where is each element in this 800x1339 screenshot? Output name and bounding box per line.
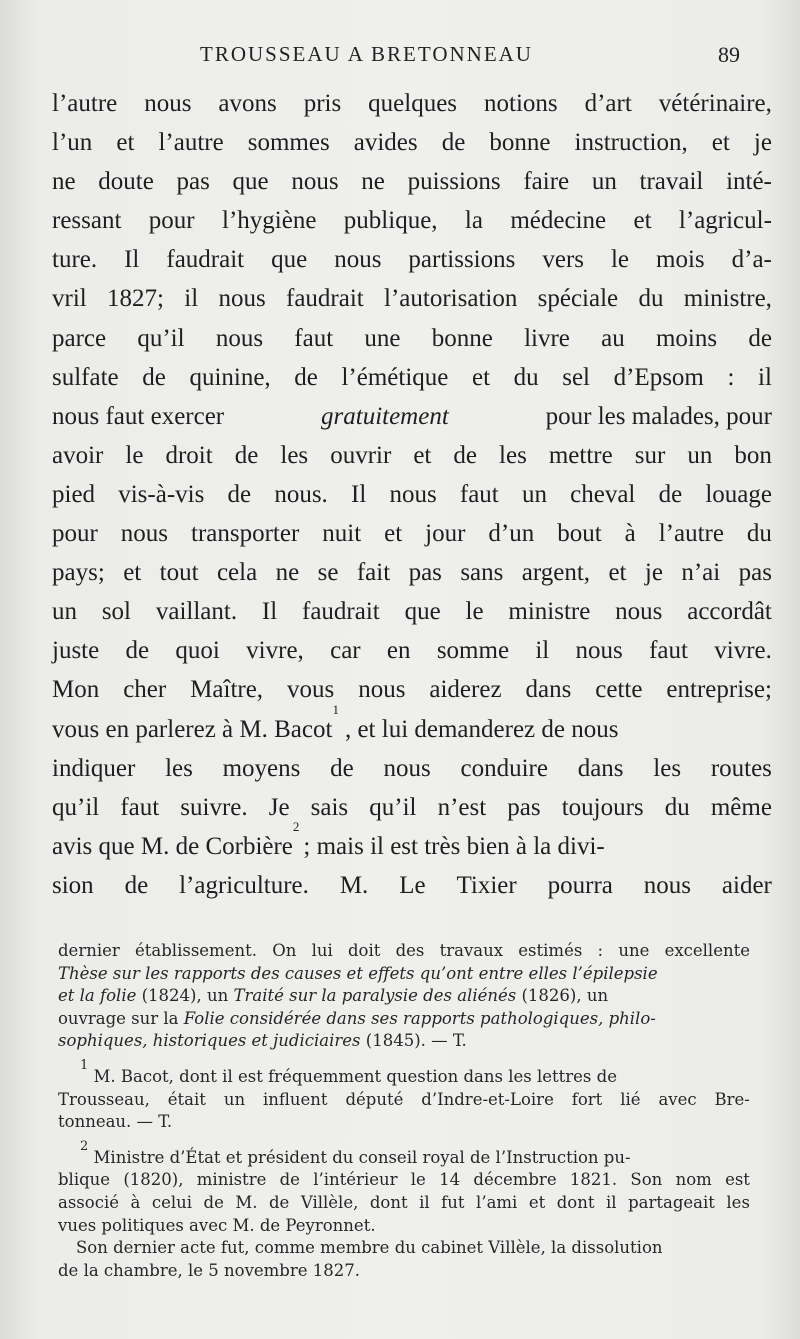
word: nous — [615, 598, 663, 626]
word: que — [271, 246, 308, 274]
word: les — [653, 754, 682, 782]
footnote-line — [58, 1138, 750, 1170]
word: de — [279, 1170, 300, 1190]
word: de — [234, 441, 259, 469]
italic-text: Folie considérée dans ses rapports pathologiques, philo- — [183, 1008, 656, 1028]
word: vivre, — [246, 637, 304, 665]
word: d’a- — [731, 246, 772, 274]
word: en — [386, 637, 411, 665]
word: sur — [634, 441, 666, 469]
word: vivre. — [714, 637, 772, 665]
word: pris — [303, 90, 342, 117]
word: de — [124, 871, 149, 899]
word: suivre. — [180, 793, 248, 821]
word: nuit — [322, 520, 362, 548]
word: et — [608, 559, 627, 587]
italic-text: et la folie — [58, 986, 137, 1006]
word: que — [232, 168, 269, 196]
word: excellente — [664, 941, 750, 960]
footnote-line: de la chambre, le 5 novembre 1827. — [58, 1260, 361, 1280]
word: sel — [562, 363, 590, 391]
text-line — [52, 436, 772, 475]
text-line — [52, 788, 772, 827]
word: de — [748, 324, 772, 352]
footnote-line — [58, 1057, 750, 1089]
word: l’intérieur — [313, 1170, 398, 1190]
word: estimés — [518, 941, 583, 960]
word: Son — [630, 1170, 663, 1190]
word: Mon — [52, 676, 100, 704]
word: pas — [507, 793, 541, 821]
text-segment: Ministre d’État et président du conseil royal de l’Instruction pu- — [88, 1147, 631, 1167]
word: avoir — [52, 441, 104, 469]
word: inté- — [726, 168, 772, 196]
word: aider — [721, 871, 772, 899]
word: qu’il — [137, 324, 185, 352]
footnote-line: Son dernier acte fut, comme membre du cabinet Villèle, la dissolution — [76, 1238, 663, 1258]
word: et — [528, 1192, 546, 1212]
word: d’Epsom — [613, 363, 704, 391]
word: Je — [268, 793, 290, 821]
word: Trousseau, — [58, 1089, 150, 1109]
word: ture. — [52, 246, 98, 274]
word: un — [223, 1089, 246, 1109]
word: ministre, — [683, 285, 772, 313]
word: nous — [575, 637, 623, 665]
word: nous — [218, 285, 266, 313]
word: accordât — [687, 598, 772, 626]
word: du — [746, 520, 772, 548]
word: vous — [287, 676, 335, 704]
word: vétérinaire, — [658, 90, 772, 117]
text-line — [52, 818, 772, 866]
word: cela — [216, 559, 258, 587]
word: quoi — [175, 637, 220, 665]
word: l’ami — [476, 1192, 518, 1212]
word: routes — [710, 754, 772, 782]
word: et — [384, 520, 403, 548]
word: sais — [310, 793, 349, 821]
word: argent, — [521, 559, 591, 587]
word: ne — [275, 559, 300, 587]
footnote-line — [58, 1089, 750, 1112]
page-number: 89 — [718, 42, 740, 67]
text-segment: pour les malades, pour — [545, 402, 772, 430]
word: l’autre — [52, 90, 118, 117]
word: ministre — [196, 1170, 267, 1190]
word: n’est — [437, 793, 487, 821]
word: de — [453, 441, 478, 469]
word: notions — [484, 90, 558, 117]
word: du — [513, 363, 539, 391]
text-line — [52, 240, 772, 279]
word: doit — [347, 941, 381, 960]
word: d’art — [584, 90, 632, 117]
word: travaux — [439, 941, 504, 960]
word: un — [591, 168, 617, 196]
word: Il — [261, 598, 278, 626]
word: puissions — [407, 168, 501, 196]
body-text — [52, 84, 772, 905]
word: louage — [705, 480, 772, 508]
word: pourra — [547, 871, 613, 899]
word: dans — [577, 754, 624, 782]
footnote-line — [58, 1169, 750, 1192]
word: pas — [176, 168, 210, 196]
word: il — [606, 1192, 617, 1212]
word: le — [125, 441, 144, 469]
text-line — [52, 319, 772, 358]
word: car — [330, 637, 361, 665]
word: l’un — [52, 129, 93, 157]
word: vaillant. — [155, 598, 238, 626]
word: instruction, — [574, 129, 688, 157]
word: M. — [235, 1192, 258, 1212]
word: de — [269, 1192, 290, 1212]
word: cher — [123, 676, 167, 704]
word: de — [142, 363, 166, 391]
word: mois — [656, 246, 705, 274]
word: décembre — [473, 1170, 557, 1190]
word: et — [471, 363, 491, 391]
word: Le — [399, 871, 426, 899]
word: de — [125, 637, 150, 665]
text-segment: ouvrage sur la — [58, 1008, 184, 1028]
word: il — [758, 363, 772, 391]
running-title: TROUSSEAU A BRETONNEAU — [200, 42, 533, 66]
word: la — [464, 207, 483, 235]
word: nous — [643, 871, 692, 899]
word: indiquer — [52, 754, 136, 782]
word: entreprise; — [666, 676, 772, 704]
word: qu’il — [52, 793, 100, 821]
text-segment: (1845). — T. — [360, 1031, 467, 1051]
word: moyens — [222, 754, 301, 782]
word: et — [413, 441, 432, 469]
word: M. — [339, 871, 369, 899]
word: établissement. — [135, 941, 257, 960]
footnote-line — [58, 963, 750, 986]
word: n’ai — [681, 559, 721, 587]
word: l’agriculture. — [179, 871, 309, 899]
word: nous — [215, 324, 264, 352]
word: On — [272, 941, 297, 960]
text-line — [52, 201, 772, 240]
word: dernier — [58, 941, 120, 960]
word: partissions — [408, 246, 516, 274]
footnote-line — [58, 940, 750, 963]
word: pour — [52, 520, 98, 548]
word: parce — [52, 324, 107, 352]
word: somme — [436, 637, 510, 665]
text-segment: ; mais il est très bien à la divi- — [303, 832, 605, 860]
word: de — [294, 363, 318, 391]
word: avec — [658, 1089, 697, 1109]
word: de — [330, 754, 354, 782]
word: je — [753, 129, 772, 157]
word: fort — [571, 1089, 603, 1109]
word: des — [395, 941, 425, 960]
word: que — [404, 598, 441, 626]
word: était — [167, 1089, 206, 1109]
footnote-line — [58, 1008, 750, 1031]
footnote-marker: 1 — [80, 1057, 89, 1073]
word: une — [618, 941, 650, 960]
word: faudrait — [286, 285, 364, 313]
text-segment: , et lui demanderez de nous — [344, 715, 619, 743]
word: avides — [353, 129, 418, 157]
word: même — [710, 793, 772, 821]
word: transporter — [191, 520, 300, 548]
word: doute — [98, 168, 154, 196]
word: l’hygiène — [222, 207, 317, 235]
word: tout — [159, 559, 199, 587]
word: il — [184, 285, 199, 313]
word: bonne — [489, 129, 551, 157]
word: juste — [52, 637, 100, 665]
text-segment: M. Bacot, dont il est fréquemment question dans les lettres de — [88, 1066, 617, 1086]
word: vis-à-vis — [118, 480, 205, 508]
text-line — [52, 123, 772, 162]
word: qu’il — [369, 793, 417, 821]
text-segment: nous faut exercer — [52, 402, 225, 430]
word: de — [203, 1192, 224, 1212]
italic-text: Traité sur la paralysie des aliénés — [233, 986, 517, 1006]
word: ministre — [508, 598, 591, 626]
text-segment: vous en parlerez à M. Bacot — [52, 715, 333, 743]
word: : — [727, 363, 735, 391]
word: du — [638, 285, 664, 313]
word: faut — [294, 324, 334, 352]
text-line — [52, 631, 772, 670]
footnote-ref: 2 — [292, 818, 300, 834]
text-line — [52, 358, 772, 397]
word: sulfate — [52, 363, 119, 391]
word: sans — [460, 559, 504, 587]
word: bout — [557, 520, 602, 548]
word: nous — [334, 246, 382, 274]
word: de — [227, 480, 252, 508]
word: vril — [52, 285, 87, 313]
word: du — [664, 793, 690, 821]
text-segment: (1824), un — [136, 986, 234, 1006]
word: aiderez — [429, 676, 502, 704]
footnote-line — [58, 985, 750, 1008]
word: pays; — [52, 559, 105, 587]
text-line — [52, 592, 772, 631]
word: d’Indre-et-Loire — [421, 1089, 554, 1109]
word: médecine — [510, 207, 607, 235]
word: partageait — [628, 1192, 715, 1212]
word: quinine, — [189, 363, 271, 391]
word: nous. — [274, 480, 328, 508]
word: associé — [58, 1192, 119, 1212]
word: il — [419, 1192, 430, 1212]
word: nous — [120, 520, 169, 548]
word: une — [364, 324, 401, 352]
word: l’agricul- — [678, 207, 772, 235]
word: 1827; — [107, 285, 164, 313]
footnote-marker: 2 — [80, 1138, 89, 1154]
word: faudrait — [166, 246, 245, 274]
word: se — [317, 559, 339, 587]
word: celui — [151, 1192, 193, 1212]
footnote-line: vues politiques avec M. de Peyronnet. — [58, 1215, 376, 1235]
word: et — [116, 129, 135, 157]
text-segment: (1826), un — [516, 986, 609, 1006]
word: (1820), — [123, 1170, 184, 1190]
word: avons — [218, 90, 277, 117]
word: lui — [311, 941, 333, 960]
word: à — [130, 1192, 141, 1212]
word: sol — [101, 598, 132, 626]
word: Il — [124, 246, 140, 274]
word: nous — [358, 676, 406, 704]
word: le — [410, 1170, 426, 1190]
text-line — [52, 701, 772, 749]
word: nous — [144, 90, 192, 117]
word: ne — [52, 168, 76, 196]
word: nous — [389, 480, 437, 508]
word: de — [658, 480, 683, 508]
word: de — [441, 129, 466, 157]
word: ouvrir — [330, 441, 392, 469]
word: pas — [738, 559, 772, 587]
word: les — [165, 754, 193, 782]
text-line — [52, 475, 772, 514]
word: blique — [58, 1170, 111, 1190]
word: les — [499, 441, 527, 469]
word: 1821. — [569, 1170, 618, 1190]
word: spéciale — [537, 285, 619, 313]
running-head — [0, 38, 800, 68]
word: un — [687, 441, 713, 469]
word: bonne — [431, 324, 493, 352]
word: travail — [639, 168, 704, 196]
text-line — [52, 553, 772, 592]
word: fait — [356, 559, 391, 587]
footnote-line: tonneau. — T. — [58, 1112, 173, 1132]
italic-text: gratuitement — [321, 402, 449, 430]
word: faut — [120, 793, 160, 821]
footnote-line — [58, 1030, 750, 1053]
footnote-gap — [58, 1053, 750, 1066]
word: nom — [675, 1170, 712, 1190]
word: vers — [542, 246, 584, 274]
word: cheval — [570, 480, 636, 508]
word: et — [711, 129, 730, 157]
word: droit — [165, 441, 213, 469]
word: Tixier — [456, 871, 517, 899]
word: est — [725, 1170, 750, 1190]
word: ne — [361, 168, 385, 196]
word: publique, — [343, 207, 438, 235]
text-line — [52, 162, 772, 201]
word: lié — [620, 1089, 641, 1109]
footnote-line — [58, 1192, 750, 1215]
word: ressant — [52, 207, 122, 235]
word: 14 — [439, 1170, 461, 1190]
word: le — [465, 598, 484, 626]
word: sommes — [247, 129, 330, 157]
word: cette — [595, 676, 643, 704]
word: à — [624, 520, 636, 548]
word: faut — [649, 637, 688, 665]
word: un — [521, 480, 547, 508]
word: l’autorisation — [384, 285, 518, 313]
word: Maître, — [190, 676, 264, 704]
footnote-ref: 1 — [332, 701, 339, 717]
word: je — [644, 559, 663, 587]
word: dont — [369, 1192, 408, 1212]
text-line — [52, 279, 772, 318]
word: un — [52, 598, 77, 626]
word: : — [597, 941, 604, 960]
word: moins — [655, 324, 718, 352]
text-line — [52, 749, 772, 788]
word: jour — [425, 520, 466, 548]
word: sion — [52, 871, 94, 899]
word: pas — [408, 559, 442, 587]
word: Villèle, — [300, 1192, 359, 1212]
word: quelques — [368, 90, 458, 117]
text-line — [52, 866, 772, 905]
word: Il — [351, 480, 367, 508]
word: il — [535, 637, 550, 665]
word: le — [610, 246, 630, 274]
text-segment: avis que M. de Corbière — [52, 832, 293, 860]
word: et — [123, 559, 142, 587]
text-line — [52, 397, 772, 436]
word: pour — [148, 207, 195, 235]
text-line — [52, 670, 772, 709]
word: et — [633, 207, 652, 235]
word: l’émétique — [341, 363, 449, 391]
word: Bre- — [714, 1089, 750, 1109]
word: les — [726, 1192, 750, 1212]
italic-text: Thèse sur les rapports des causes et effets qu’ont entre elles l’épilepsie — [58, 963, 658, 983]
word: bon — [734, 441, 772, 469]
word: toujours — [561, 793, 644, 821]
word: faire — [523, 168, 570, 196]
footnote-gap — [58, 1134, 750, 1147]
word: fut — [441, 1192, 465, 1212]
word: dont — [556, 1192, 595, 1212]
word: livre — [524, 324, 570, 352]
word: faudrait — [302, 598, 380, 626]
word: l’autre — [658, 520, 724, 548]
word: l’autre — [158, 129, 224, 157]
text-line — [52, 514, 772, 553]
word: faut — [459, 480, 499, 508]
word: au — [601, 324, 625, 352]
text-line — [52, 84, 772, 123]
word: conduire — [460, 754, 548, 782]
word: dans — [525, 676, 572, 704]
word: pied — [52, 480, 96, 508]
italic-text: sophiques, historiques et judiciaires — [58, 1031, 361, 1051]
footnotes — [58, 940, 750, 1282]
word: député — [345, 1089, 404, 1109]
word: mettre — [548, 441, 613, 469]
word: nous — [383, 754, 431, 782]
word: influent — [263, 1089, 328, 1109]
word: les — [280, 441, 309, 469]
word: nous — [291, 168, 339, 196]
word: d’un — [488, 520, 535, 548]
